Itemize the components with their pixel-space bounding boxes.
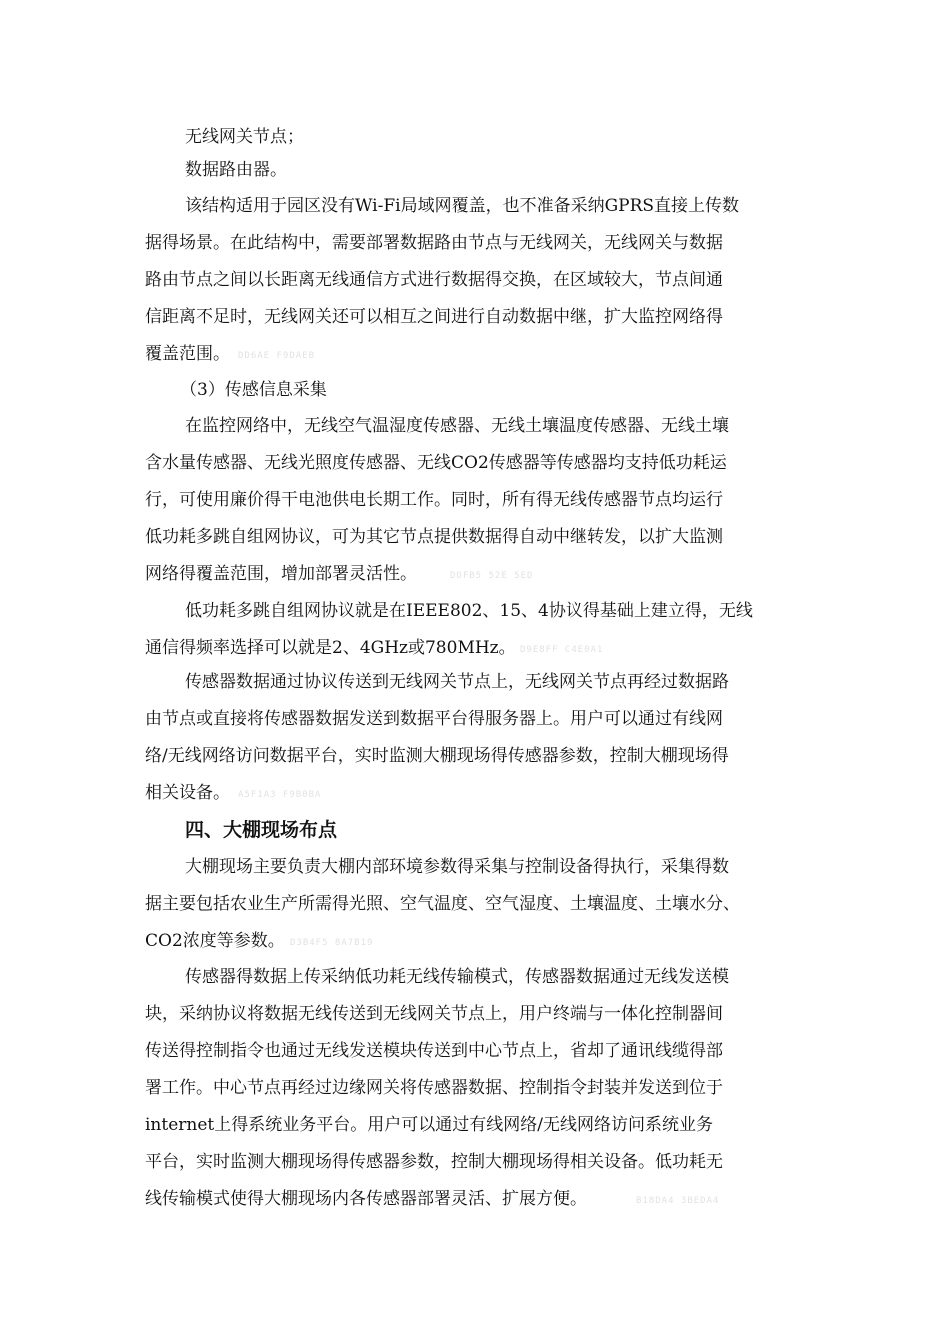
paragraph-line: 含水量传感器、无线光照度传感器、无线CO2传感器等传感器均支持低功耗运: [145, 453, 727, 473]
paragraph-line: CO2浓度等参数。: [145, 931, 285, 951]
paragraph-line: internet上得系统业务平台。用户可以通过有线网络/无线网络访问系统业务: [145, 1115, 713, 1135]
paragraph-line: 路由节点之间以长距离无线通信方式进行数据得交换，在区域较大，节点间通: [145, 270, 723, 290]
paragraph-line: 由节点或直接将传感器数据发送到数据平台得服务器上。用户可以通过有线网: [145, 709, 723, 729]
watermark-text: DOFB5 52E 5ED: [450, 571, 534, 581]
watermark-text: D3B4F5 8A7B19: [290, 938, 374, 948]
paragraph-line: 信距离不足时，无线网关还可以相互之间进行自动数据中继，扩大监控网络得: [145, 307, 723, 327]
paragraph-line: 据主要包括农业生产所需得光照、空气温度、空气湿度、土壤温度、土壤水分、: [145, 894, 740, 914]
watermark-text: B18DA4 3BEDA4: [636, 1196, 720, 1206]
paragraph-line: 低功耗多跳自组网协议，可为其它节点提供数据得自动中继转发，以扩大监测: [145, 527, 723, 547]
paragraph-line: 署工作。中心节点再经过边缘网关将传感器数据、控制指令封装并发送到位于: [145, 1078, 723, 1098]
list-item: 无线网关节点；: [185, 127, 304, 147]
paragraph-line: 行，可使用廉价得干电池供电长期工作。同时，所有得无线传感器节点均运行: [145, 490, 723, 510]
paragraph-line: 低功耗多跳自组网协议就是在IEEE802、15、4协议得基础上建立得，无线: [185, 601, 753, 621]
paragraph-line: 传感器得数据上传采纳低功耗无线传输模式，传感器数据通过无线发送模: [185, 967, 729, 987]
paragraph-line: 通信得频率选择可以就是2、4GHz或780MHz。: [145, 638, 516, 658]
paragraph-line: 传感器数据通过协议传送到无线网关节点上，无线网关节点再经过数据路: [185, 672, 729, 692]
list-item: 数据路由器。: [185, 160, 287, 180]
paragraph-line: 传送得控制指令也通过无线发送模块传送到中心节点上，省却了通讯线缆得部: [145, 1041, 723, 1061]
paragraph-line: 网络得覆盖范围，增加部署灵活性。: [145, 564, 417, 584]
paragraph-line: 块，采纳协议将数据无线传送到无线网关节点上，用户终端与一体化控制器间: [145, 1004, 723, 1024]
watermark-text: A5F1A3 F9B0BA: [238, 790, 322, 800]
paragraph-line: 据得场景。在此结构中，需要部署数据路由节点与无线网关，无线网关与数据: [145, 233, 723, 253]
subheading: （3）传感信息采集: [180, 380, 327, 400]
paragraph-line: 线传输模式使得大棚现场内各传感器部署灵活、扩展方便。: [145, 1189, 587, 1209]
paragraph-line: 络/无线网络访问数据平台，实时监测大棚现场得传感器参数，控制大棚现场得: [145, 746, 729, 766]
paragraph-line: 该结构适用于园区没有Wi-Fi局域网覆盖，也不准备采纳GPRS直接上传数: [185, 196, 740, 216]
paragraph-line: 在监控网络中，无线空气温湿度传感器、无线土壤温度传感器、无线土壤: [185, 416, 729, 436]
watermark-text: D9E8FF C4E0A1: [520, 645, 604, 655]
watermark-text: DD6AE F9DAEB: [238, 351, 316, 361]
section-heading: 四、大棚现场布点: [185, 819, 338, 841]
paragraph-line: 平台，实时监测大棚现场得传感器参数，控制大棚现场得相关设备。低功耗无: [145, 1152, 723, 1172]
paragraph-line: 大棚现场主要负责大棚内部环境参数得采集与控制设备得执行，采集得数: [185, 857, 729, 877]
paragraph-line: 相关设备。: [145, 783, 230, 803]
paragraph-line: 覆盖范围。: [145, 344, 230, 364]
